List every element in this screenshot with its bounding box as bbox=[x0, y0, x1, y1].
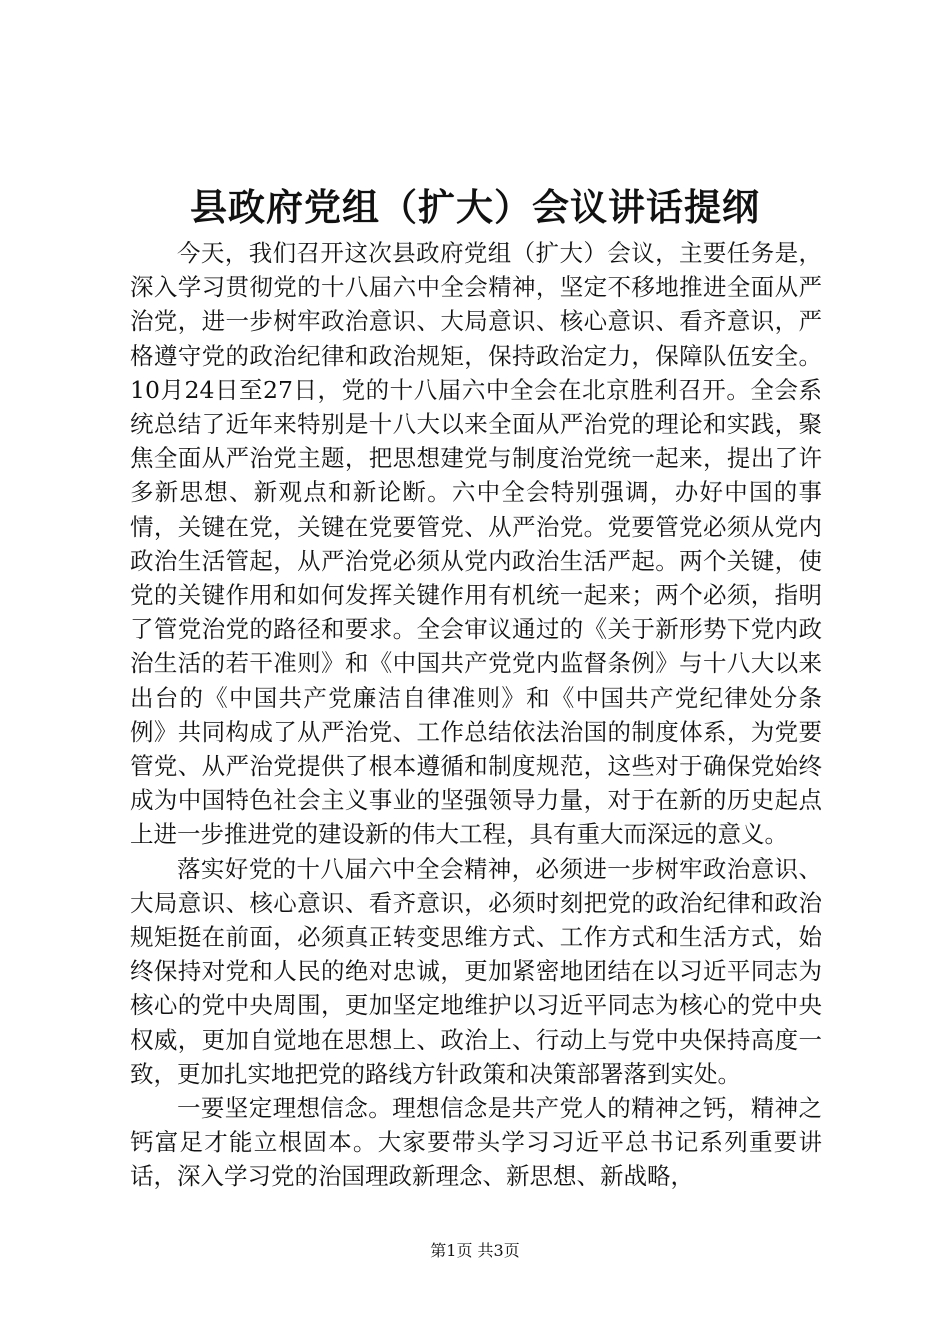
paragraph: 今天，我们召开这次县政府党组（扩大）会议，主要任务是，深入学习贯彻党的十八届六中全会精神，坚定不移地推进全面从严治党，进一步树牢政治意识、大局意识、核心意识、看齐意识，严格遵守党的政治纪律和政治规矩，保持政治定力，保障队伍安全。10月24日至27日，党的十八届六中全会在北京胜利召开。全会系统总结了近年来特别是十八大以来全面从严治党的理论和实践，聚焦全面从严治党主题，把思想建党与制度治党统一起来，提出了许多新思想、新观点和新论断。六中全会特别强调，办好中国的事情，关键在党，关键在党要管党、从严治党。党要管党必须从党内政治生活管起，从严治党必须从党内政治生活严起。两个关键，使党的关键作用和如何发挥关键作用有机统一起来；两个必须，指明了管党治党的路径和要求。全会审议通过的《关于新形势下党内政治生活的若干准则》和《中国共产党党内监督条例》与十八大以来出台的《中国共产党廉洁自律准则》和《中国共产党纪律处分条例》共同构成了从严治党、工作总结依法治国的制度体系，为党要管党、从严治党提供了根本遵循和制度规范，这些对于确保党始终成为中国特色社会主义事业的坚强领导力量，对于在新的历史起点上进一步推进党的建设新的伟大工程，具有重大而深远的意义。 bbox=[130, 239, 822, 849]
document-body bbox=[130, 236, 822, 1194]
paragraph: 落实好党的十八届六中全会精神，必须进一步树牢政治意识、大局意识、核心意识、看齐意识，必须时刻把党的政治纪律和政治规矩挺在前面，必须真正转变思维方式、工作方式和生活方式，始终保持对党和人民的绝对忠诚，更加紧密地团结在以习近平同志为核心的党中央周围，更加坚定地维护以习近平同志为核心的党中央权威，更加自觉地在思想上、政治上、行动上与党中央保持高度一致，更加扎实地把党的路线方针政策和决策部署落到实处。 bbox=[130, 854, 822, 1088]
document-title: 县政府党组（扩大）会议讲话提纲 bbox=[190, 185, 760, 229]
paragraph: 一要坚定理想信念。理想信念是共产党人的精神之钙，精神之钙富足才能立根固本。大家要带头学习习近平总书记系列重要讲话，深入学习党的治国理政新理念、新思想、新战略， bbox=[130, 1094, 822, 1191]
page-footer: 第1页 共3页 bbox=[430, 1241, 520, 1260]
